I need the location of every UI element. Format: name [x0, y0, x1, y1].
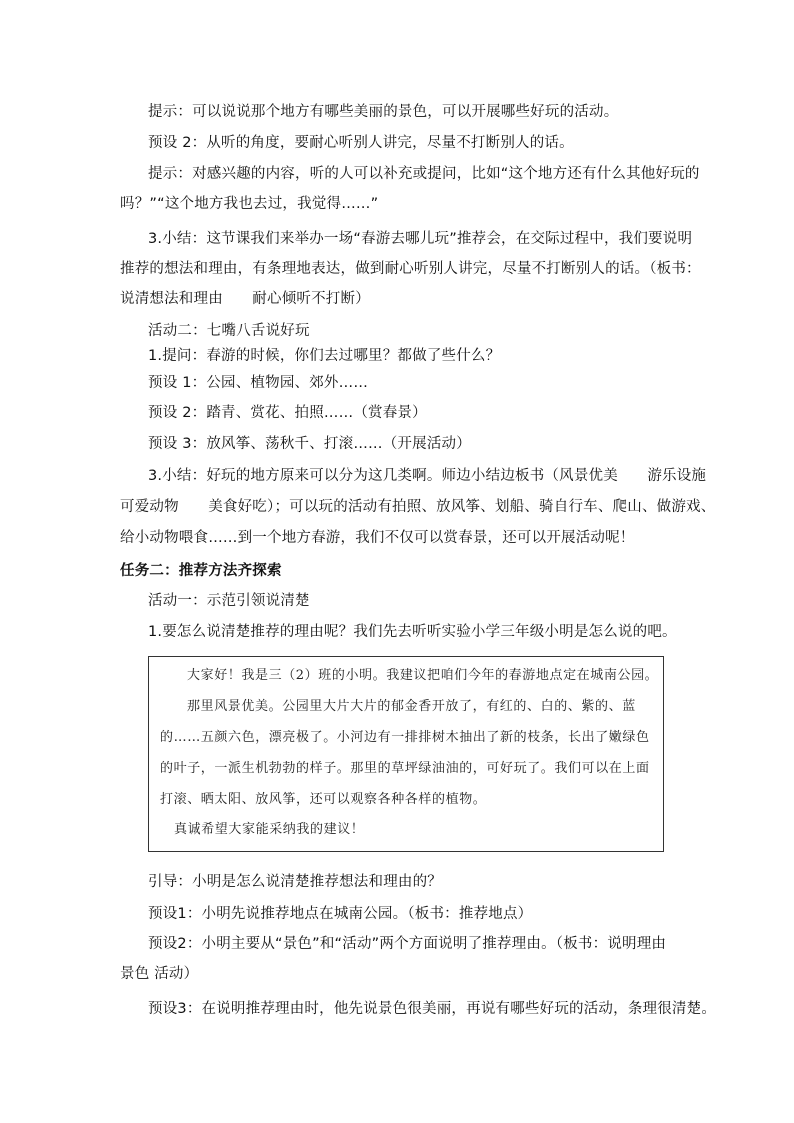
paragraph-hint-2-cont: 吗？”“这个地方我也去过，我觉得……”	[120, 196, 379, 212]
speech-line: 的……五颜六色，漂亮极了。小河边有一排排树木抽出了新的枝条，长出了嫩绿色	[160, 730, 650, 745]
paragraph-preset-2b: 预设2：小明主要从“景色”和“活动”两个方面说明了推荐理由。（板书：说明理由	[148, 936, 667, 952]
paragraph-preset-3b: 预设3：在说明推荐理由时，他先说景色很美丽，再说有哪些好玩的活动，条理很清楚。	[148, 1001, 717, 1017]
paragraph-question-2: 1.要怎么说清楚推荐的理由呢？我们先去听听实验小学三年级小明是怎么说的吧。	[148, 624, 677, 640]
paragraph-preset-1b: 预设1：小明先说推荐地点在城南公园。（板书：推荐地点）	[148, 906, 533, 922]
paragraph-guide: 引导：小明是怎么说清楚推荐想法和理由的？	[148, 874, 442, 890]
paragraph-summary-1: 3.小结：这节课我们来举办一场“春游去哪儿玩”推荐会，在交际过程中，我们要说明	[148, 231, 693, 247]
paragraph-summary-2-cont: 可爱动物 美食好吃）；可以玩的活动有拍照、放风筝、划船、骑自行车、爬山、做游戏、	[120, 499, 716, 515]
paragraph-summary-2: 3.小结：好玩的地方原来可以分为这几类啊。师边小结边板书（风景优美 游乐设施	[148, 468, 707, 484]
task-2-heading: 任务二：推荐方法齐探索	[120, 563, 282, 579]
activity-1-heading: 活动一：示范引领说清楚	[148, 593, 310, 609]
paragraph-summary-2-cont2: 给小动物喂食……到一个地方春游，我们不仅可以赏春景，还可以开展活动呢！	[120, 530, 635, 546]
paragraph-preset-2b-cont: 景色 活动）	[120, 966, 199, 982]
paragraph-hint-1: 提示：可以说说那个地方有哪些美丽的景色，可以开展哪些好玩的活动。	[148, 104, 619, 120]
paragraph-preset-2-listen: 预设 2：从听的角度，要耐心听别人讲完，尽量不打断别人的话。	[148, 135, 574, 151]
speech-line: 的叶子，一派生机勃勃的样子。那里的草坪绿油油的，可好玩了。我们可以在上面	[160, 761, 650, 776]
paragraph-summary-1-cont: 推荐的想法和理由，有条理地表达，做到耐心听别人讲完，尽量不打断别人的话。（板书：	[120, 261, 701, 277]
paragraph-preset-1: 预设 1：公园、植物园、郊外……	[148, 375, 369, 391]
paragraph-hint-2: 提示：对感兴趣的内容，听的人可以补充或提问，比如“这个地方还有什么其他好玩的	[148, 166, 700, 182]
activity-2-heading: 活动二：七嘴八舌说好玩	[148, 323, 310, 339]
paragraph-question-1: 1.提问：春游的时候，你们去过哪里？都做了些什么？	[148, 348, 501, 364]
speech-line: 打滚、晒太阳、放风筝，还可以观察各种各样的植物。	[160, 792, 487, 807]
paragraph-preset-3: 预设 3：放风筝、荡秋千、打滚……（开展活动）	[148, 436, 471, 452]
paragraph-preset-2: 预设 2：踏青、赏花、拍照……（赏春景）	[148, 405, 427, 421]
paragraph-summary-1-cont2: 说清想法和理由 耐心倾听不打断）	[120, 291, 370, 307]
example-speech-box	[148, 656, 664, 852]
speech-line: 真诚希望大家能采纳我的建议！	[174, 822, 365, 837]
speech-line: 那里风景优美。公园里大片大片的郁金香开放了，有红的、白的、紫的、蓝	[187, 699, 636, 714]
speech-line: 大家好！我是三（2）班的小明。我建议把咱们今年的春游地点定在城南公园。	[187, 668, 659, 683]
